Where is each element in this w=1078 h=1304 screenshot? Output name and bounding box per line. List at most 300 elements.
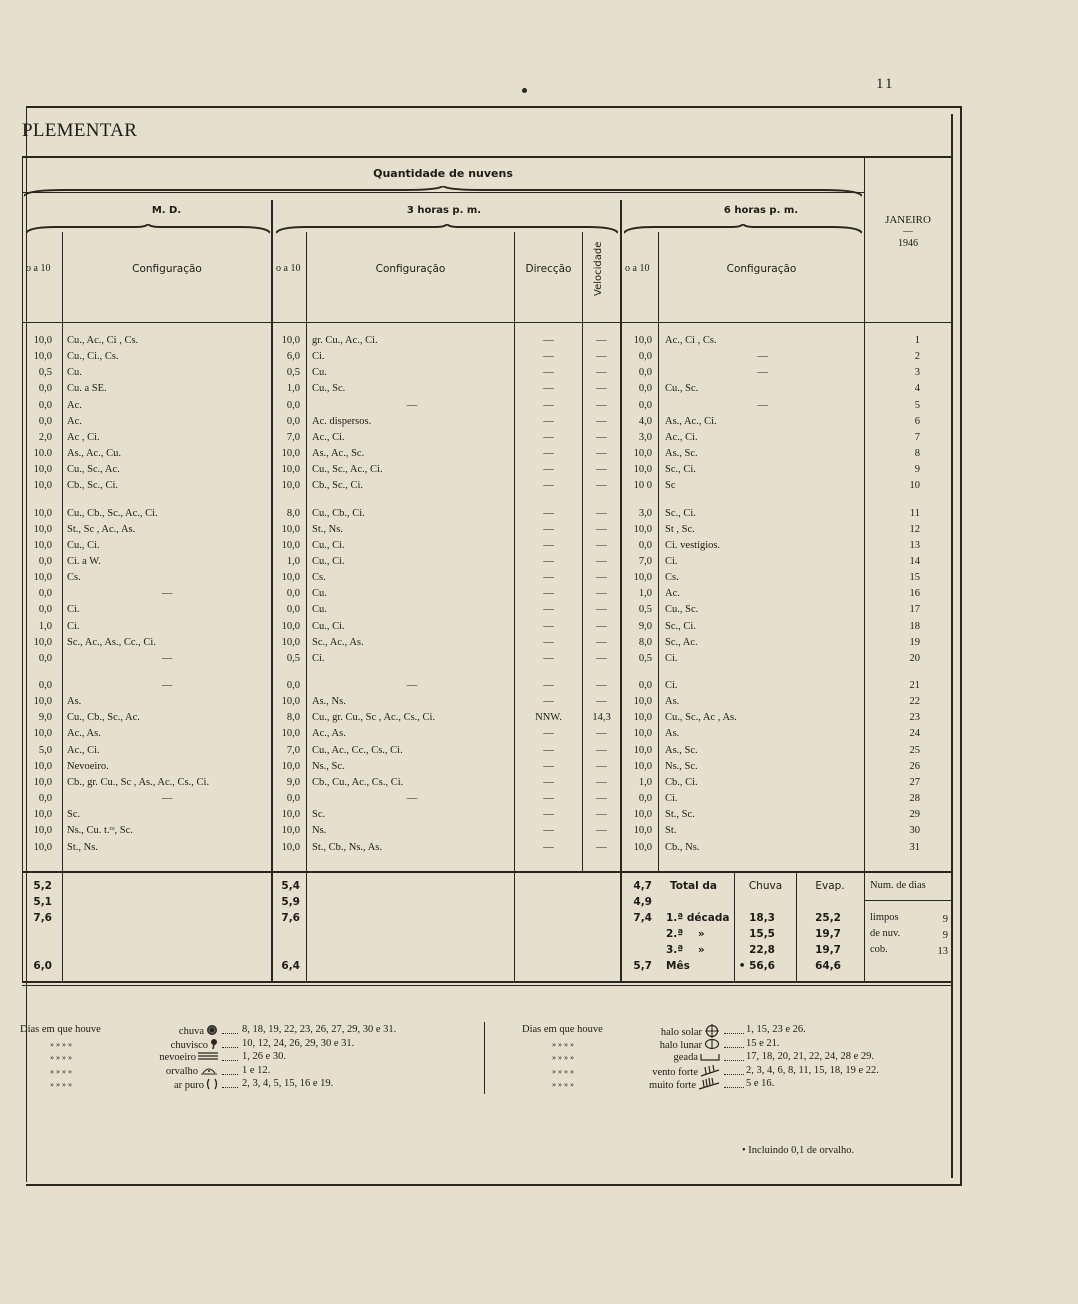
3pm-value-cell: 10,0 — [281, 448, 300, 460]
day-number-cell: 2 — [914, 351, 920, 363]
footer-leader-dots — [724, 1054, 744, 1061]
velocidade-cell: — — [596, 555, 607, 567]
6pm-config-cell: As., Sc. — [665, 448, 698, 460]
6pm-value-cell: 10,0 — [633, 809, 652, 821]
footer-days: 5 e 16. — [746, 1078, 775, 1090]
3pm-config-cell: — — [406, 680, 418, 691]
velocidade-cell: — — [596, 604, 607, 616]
6pm-value-cell: 10,0 — [633, 572, 652, 584]
mes-label: Mês — [666, 960, 690, 972]
footer-label — [612, 1078, 722, 1093]
decada-3-evap: 19,7 — [815, 944, 841, 956]
velocidade-cell: — — [596, 431, 607, 443]
direccao-cell: — — [543, 539, 554, 551]
table-row — [0, 653, 952, 668]
md-config-header: Configuração — [132, 263, 202, 275]
md-value-cell: 10,0 — [33, 480, 52, 492]
direccao-cell: — — [543, 793, 554, 805]
day-number-cell: 3 — [914, 367, 920, 379]
footer-leader-dots — [222, 1054, 238, 1061]
velocidade-cell: — — [596, 776, 607, 788]
num-dias-rule — [864, 900, 952, 901]
3pm-value-cell: 10,0 — [281, 809, 300, 821]
year-header: 1946 — [898, 238, 918, 249]
md-config-cell: St., Ns. — [67, 841, 98, 853]
velocidade-cell: — — [596, 680, 607, 691]
table-row — [0, 696, 952, 711]
footer-prefix: » » » » — [552, 1053, 574, 1063]
velocidade-cell: — — [596, 636, 607, 648]
6pm-config-cell: Cs. — [665, 572, 679, 584]
3pm-header: 3 horas p. m. — [406, 205, 482, 216]
md-brace — [26, 224, 270, 234]
decada-2-evap: 19,7 — [815, 928, 841, 940]
table-row — [0, 793, 952, 808]
3pm-value-cell: 10,0 — [281, 825, 300, 837]
md-config-cell: Ns., Cu. t.ᶜˢ, Sc. — [67, 825, 133, 837]
md-config-cell: Cu. a SE. — [67, 383, 107, 395]
3pm-value-cell: 1,0 — [286, 383, 300, 395]
6pm-config-cell: Sc., Ac. — [665, 636, 698, 648]
6pm-value-cell: 10 0 — [633, 480, 652, 492]
footnote: • Incluindo 0,1 de orvalho. — [742, 1145, 855, 1156]
day-number-cell: 10 — [909, 480, 920, 492]
3pm-value-cell: 10,0 — [281, 523, 300, 535]
table-row — [0, 416, 952, 431]
day-number-cell: 27 — [909, 776, 920, 788]
md-config-cell: — — [161, 588, 173, 600]
3pm-value-cell: 10,0 — [281, 760, 300, 772]
direccao-cell: — — [543, 588, 554, 600]
footer-phenomenon: halo solar — [660, 1026, 702, 1038]
velocidade-cell: — — [596, 793, 607, 805]
page-dot-mark — [522, 88, 527, 93]
day-number-cell: 13 — [909, 539, 920, 551]
3pm-config-cell: gr. Cu., Ac., Ci. — [312, 335, 378, 346]
3pm-config-cell: — — [406, 399, 418, 411]
footer-days: 1, 15, 23 e 26. — [746, 1024, 806, 1035]
table-row — [0, 508, 952, 523]
3pm-config-cell: Sc., Ac., As. — [312, 636, 364, 648]
month-dash: — — [903, 226, 913, 237]
velocidade-cell: — — [596, 399, 607, 411]
3pm-config-cell: — — [406, 793, 418, 805]
direccao-cell: — — [543, 448, 554, 460]
6pm-value-cell: 0,0 — [638, 399, 652, 411]
direccao-cell: — — [543, 507, 554, 519]
md-config-cell: Cb., Sc., Ci. — [67, 480, 119, 492]
md-config-cell: Cu., Ci. — [67, 539, 100, 551]
footer-days: 2, 3, 4, 5, 15, 16 e 19. — [242, 1078, 334, 1090]
3pm-value-cell: 10,0 — [281, 572, 300, 584]
6pm-brace — [624, 224, 862, 234]
6pm-config-cell: Ci. — [665, 652, 678, 664]
table-row — [0, 777, 952, 792]
3pm-config-cell: Ci. — [312, 351, 325, 363]
3pm-scale-header: o a 10 — [276, 263, 301, 274]
day-number-cell: 7 — [914, 431, 920, 443]
3pm-value-cell: 10,0 — [281, 636, 300, 648]
6pm-config-cell: As. — [665, 728, 680, 740]
md-value-cell: 0,0 — [38, 604, 52, 616]
6pm-value-cell: 1,0 — [638, 588, 652, 600]
md-config-cell: Ac., Ci. — [67, 744, 100, 756]
md-value-cell: 10,0 — [33, 728, 52, 740]
dias-nuv-value: 9 — [942, 930, 948, 941]
day-number-cell: 15 — [909, 572, 920, 584]
md-value-cell: 0,0 — [38, 793, 52, 805]
md-value-cell: 1,0 — [38, 620, 52, 632]
day-number-cell: 4 — [914, 383, 920, 395]
table-row — [0, 680, 952, 695]
3pm-value-cell: 10,0 — [281, 335, 300, 346]
footer-label — [110, 1065, 220, 1078]
direccao-cell: — — [543, 604, 554, 616]
md-config-cell: Ci. — [67, 604, 80, 616]
table-row — [0, 842, 952, 857]
6pm-value-cell: 10,0 — [633, 696, 652, 708]
6pm-config-cell: Sc — [665, 480, 676, 492]
3pm-value-cell: 10,0 — [281, 480, 300, 492]
6pm-header: 6 horas p. m. — [723, 205, 799, 216]
md-value-cell: 10,0 — [33, 696, 52, 708]
6pm-config-cell: Cu., Sc. — [665, 604, 699, 616]
day-number-cell: 8 — [914, 448, 920, 460]
footer-prefix: Dias em que houve — [522, 1024, 603, 1035]
section-title: PLEMENTAR — [22, 120, 138, 141]
md-config-cell: Ac. — [67, 415, 82, 427]
6pm-config-cell: Cb., Ns. — [665, 841, 700, 853]
evap-header: Evap. — [815, 880, 845, 892]
day-number-cell: 6 — [914, 415, 920, 427]
3pm-config-cell: As., Ac., Sc. — [312, 448, 365, 460]
6pm-config-cell: Ac. — [665, 588, 680, 600]
footer-phenomenon: nevoeiro — [159, 1052, 196, 1064]
md-config-cell: Nevoeiro. — [67, 760, 109, 772]
velocidade-cell: — — [596, 507, 607, 519]
md-total-1: 5,2 — [33, 880, 52, 892]
3pm-total-month: 6,4 — [281, 960, 300, 972]
6pm-value-cell: 0,0 — [638, 383, 652, 395]
3pm-config-cell: St., Ns. — [312, 523, 343, 535]
md-config-cell: Cu. — [67, 367, 82, 379]
6pm-value-cell: 0,5 — [638, 652, 652, 664]
footer-leader-dots — [724, 1081, 744, 1088]
md-config-cell: Ci. a W. — [67, 555, 101, 567]
md-config-cell: — — [161, 652, 173, 664]
day-number-cell: 28 — [909, 793, 920, 805]
6pm-config-cell: As., Sc. — [665, 744, 698, 756]
direccao-cell: NNW. — [535, 712, 562, 724]
6pm-value-cell: 10,0 — [633, 841, 652, 853]
direccao-cell: — — [543, 825, 554, 837]
6pm-value-cell: 10,0 — [633, 335, 652, 346]
md-config-cell: Ac , Ci. — [67, 431, 100, 443]
6pm-config-cell: Ci. — [665, 555, 678, 567]
6pm-config-cell: As., Ac., Ci. — [665, 415, 717, 427]
3pm-value-cell: 0,0 — [286, 588, 300, 600]
footer-days: 2, 3, 4, 6, 8, 11, 15, 18, 19 e 22. — [746, 1064, 879, 1076]
table-row — [0, 540, 952, 555]
md-config-cell: Ci. — [67, 620, 80, 632]
footer-prefix: » » » » — [50, 1066, 72, 1076]
6pm-config-cell: — — [757, 399, 768, 411]
md-value-cell: 2,0 — [38, 431, 52, 443]
3pm-config-cell: Cu., Ac., Cc., Cs., Ci. — [312, 744, 403, 756]
6pm-value-cell: 0,0 — [638, 793, 652, 805]
footer-phenomenon: muito forte — [649, 1080, 696, 1092]
direccao-cell: — — [543, 523, 554, 535]
6pm-config-cell: St , Sc. — [665, 523, 695, 535]
6pm-config-cell: Ns., Sc. — [665, 760, 698, 772]
3pm-value-cell: 1,0 — [286, 555, 300, 567]
footer-days: 10, 12, 24, 26, 29, 30 e 31. — [242, 1037, 355, 1049]
table-row — [0, 400, 952, 415]
dew-icon — [200, 1065, 218, 1078]
table-row — [0, 448, 952, 463]
md-value-cell: 0,0 — [38, 399, 52, 411]
md-value-cell: 9,0 — [38, 712, 52, 724]
footer-prefix: Dias em que houve — [20, 1024, 101, 1035]
footer-prefix: » » » » — [50, 1039, 72, 1049]
velocidade-cell: — — [596, 825, 607, 837]
md-total-2: 5,1 — [33, 896, 52, 908]
footer-leader-dots — [724, 1068, 744, 1075]
3pm-config-cell: Cu., gr. Cu., Sc , Ac., Cs., Ci. — [312, 712, 436, 724]
6pm-total-3: 7,4 — [633, 912, 652, 924]
6pm-value-cell: 0,0 — [638, 351, 652, 363]
velocidade-cell: — — [596, 696, 607, 708]
day-number-cell: 5 — [914, 399, 920, 411]
frost-icon — [700, 1051, 720, 1064]
footer-label — [110, 1078, 220, 1093]
3pm-value-cell: 8,0 — [286, 507, 300, 519]
md-value-cell: 10,0 — [33, 825, 52, 837]
footer-prefix: » » » » — [50, 1053, 72, 1063]
table-row — [0, 728, 952, 743]
md-value-cell: 10,0 — [33, 523, 52, 535]
3pm-config-cell: Cb., Sc., Ci. — [312, 480, 364, 492]
velocidade-cell: — — [596, 652, 607, 664]
3pm-brace — [276, 224, 618, 234]
velocidade-cell: — — [596, 744, 607, 756]
md-scale-header: o a 10 — [26, 263, 51, 274]
6pm-value-cell: 10,0 — [633, 523, 652, 535]
6pm-config-cell: St., Sc. — [665, 809, 695, 821]
md-config-cell: Cu., Cb., Sc., Ac., Ci. — [67, 507, 158, 519]
decada-3-chuva: 22,8 — [749, 944, 775, 956]
3pm-value-cell: 0,0 — [286, 793, 300, 805]
3pm-value-cell: 10,0 — [281, 464, 300, 476]
6pm-config-cell: St. — [665, 825, 677, 837]
6pm-value-cell: 10,0 — [633, 728, 652, 740]
3pm-config-cell: St., Cb., Ns., As. — [312, 841, 383, 853]
3pm-value-cell: 9,0 — [286, 776, 300, 788]
md-value-cell: 10,0 — [33, 636, 52, 648]
velocidade-cell: 14,3 — [592, 712, 611, 724]
table-row — [0, 637, 952, 652]
md-config-cell: Sc. — [67, 809, 81, 821]
day-number-cell: 23 — [909, 712, 920, 724]
6pm-value-cell: 8,0 — [638, 636, 652, 648]
md-config-cell: St., Sc , Ac., As. — [67, 523, 136, 535]
day-number-cell: 11 — [909, 507, 920, 519]
md-value-cell: 10,0 — [33, 507, 52, 519]
velocidade-cell: — — [596, 415, 607, 427]
velocidade-cell: — — [596, 841, 607, 853]
group-title: Quantidade de nuvens — [373, 167, 513, 180]
decada-2-label: 2.ª » — [666, 928, 705, 940]
md-value-cell: 10,0 — [33, 760, 52, 772]
fog-icon — [198, 1051, 218, 1064]
table-row — [0, 351, 952, 366]
direccao-cell: — — [543, 809, 554, 821]
header-bottom-rule — [22, 322, 952, 323]
md-value-cell: 0,0 — [38, 415, 52, 427]
md-config-cell: — — [161, 793, 173, 805]
3pm-config-cell: Ac., Ci. — [312, 431, 345, 443]
3pm-value-cell: 0,0 — [286, 415, 300, 427]
table-row — [0, 588, 952, 603]
3pm-total-3: 7,6 — [281, 912, 300, 924]
md-value-cell: 0,0 — [38, 555, 52, 567]
md-config-cell: Cu., Ac., Ci , Cs. — [67, 335, 139, 346]
3pm-config-cell: Cu., Ci. — [312, 555, 345, 567]
day-number-cell: 31 — [909, 841, 920, 853]
table-row — [0, 745, 952, 760]
footer-prefix: » » » » — [552, 1080, 574, 1090]
day-number-cell: 17 — [909, 604, 920, 616]
md-value-cell: 0,0 — [38, 652, 52, 664]
md-header: M. D. — [151, 205, 182, 216]
direccao-cell: — — [543, 572, 554, 584]
3pm-total-1: 5,4 — [281, 880, 300, 892]
velocidade-cell: — — [596, 539, 607, 551]
3pm-value-cell: 10,0 — [281, 620, 300, 632]
3pm-value-cell: 7,0 — [286, 431, 300, 443]
footer-divider — [484, 1022, 485, 1094]
6pm-config-cell: Cb., Ci. — [665, 776, 698, 788]
md-config-cell: Ac. — [67, 399, 82, 411]
md-value-cell: 10,0 — [33, 351, 52, 363]
footer-phenomenon: orvalho — [165, 1065, 198, 1077]
dias-cob-label: cob. — [870, 944, 888, 955]
md-value-cell: 10,0 — [33, 572, 52, 584]
table-row — [0, 621, 952, 636]
velocidade-cell: — — [596, 464, 607, 476]
direccao-cell: — — [543, 431, 554, 443]
day-number-cell: 14 — [909, 555, 920, 567]
footer-label — [612, 1051, 722, 1064]
footer-leader-dots — [222, 1068, 238, 1075]
6pm-config-cell: Ac., Ci. — [665, 431, 698, 443]
6pm-value-cell: 10,0 — [633, 825, 652, 837]
6pm-config-cell: — — [757, 367, 768, 379]
decada-3-label: 3.ª » — [666, 944, 705, 956]
6pm-value-cell: 4,0 — [638, 415, 652, 427]
6pm-value-cell: 10,0 — [633, 744, 652, 756]
6pm-value-cell: 0,5 — [638, 604, 652, 616]
very-strong-wind-icon — [698, 1078, 720, 1093]
table-row — [0, 524, 952, 539]
3pm-value-cell: 0,5 — [286, 367, 300, 379]
3pm-config-cell: Cb., Cu., Ac., Cs., Ci. — [312, 776, 404, 788]
direccao-cell: — — [543, 415, 554, 427]
decada-2-chuva: 15,5 — [749, 928, 775, 940]
day-number-cell: 16 — [909, 588, 920, 600]
direccao-cell: — — [543, 680, 554, 691]
md-value-cell: 10,0 — [33, 464, 52, 476]
footer-label — [110, 1051, 220, 1064]
direccao-cell: — — [543, 744, 554, 756]
md-config-cell: Cb., gr. Cu., Sc , As., Ac., Cs., Ci. — [67, 776, 210, 788]
md-value-cell: 0,0 — [38, 383, 52, 395]
md-config-cell: Sc., Ac., As., Cc., Ci. — [67, 636, 156, 648]
3pm-config-cell: Cu., Sc., Ac., Ci. — [312, 464, 383, 476]
6pm-value-cell: 0,0 — [638, 680, 652, 691]
6pm-config-cell: Ci. — [665, 680, 678, 691]
footer-days: 1 e 12. — [242, 1064, 271, 1076]
3pm-config-cell: Cu., Ci. — [312, 620, 345, 632]
day-number-cell: 30 — [909, 825, 920, 837]
velocidade-cell: — — [596, 335, 607, 346]
direccao-cell: — — [543, 351, 554, 363]
md-config-cell: Cu., Cb., Sc., Ac. — [67, 712, 140, 724]
md-value-cell: 10.0 — [33, 448, 52, 460]
table-row — [0, 367, 952, 382]
footer-days: 1, 26 e 30. — [242, 1051, 287, 1063]
table-row — [0, 761, 952, 776]
3pm-config-cell: Cs. — [312, 572, 326, 584]
6pm-config-cell: As. — [665, 696, 680, 708]
direccao-cell: — — [543, 696, 554, 708]
6pm-value-cell: 0,0 — [638, 367, 652, 379]
footer-leader-dots — [222, 1081, 238, 1088]
direccao-cell: — — [543, 636, 554, 648]
6pm-config-cell: Sc., Ci. — [665, 620, 696, 632]
day-number-cell: 29 — [909, 809, 920, 821]
md-config-cell: Cs. — [67, 572, 81, 584]
6pm-config-cell: Sc., Ci. — [665, 464, 696, 476]
direccao-cell: — — [543, 652, 554, 664]
md-value-cell: 5,0 — [38, 744, 52, 756]
velocidade-cell: — — [596, 480, 607, 492]
day-number-cell: 1 — [914, 335, 920, 346]
6pm-config-header: Configuração — [726, 263, 797, 275]
md-config-cell: Cu., Sc., Ac. — [67, 464, 120, 476]
direccao-cell: — — [543, 728, 554, 740]
direccao-cell: — — [543, 620, 554, 632]
direccao-cell: — — [543, 464, 554, 476]
3pm-config-cell: Ac. dispersos. — [312, 415, 372, 427]
direccao-header: Direcção — [525, 263, 572, 275]
month-header: JANEIRO — [885, 214, 931, 226]
md-value-cell: 10,0 — [33, 841, 52, 853]
md-value-cell: 10,0 — [33, 539, 52, 551]
footer-phenomenon: chuva — [178, 1025, 204, 1037]
3pm-config-cell: Cu. — [312, 367, 327, 379]
md-value-cell: 10,0 — [33, 335, 52, 346]
velocidade-cell: — — [596, 523, 607, 535]
3pm-value-cell: 0,0 — [286, 680, 300, 691]
md-total-3: 7,6 — [33, 912, 52, 924]
3pm-value-cell: 0,5 — [286, 652, 300, 664]
table-row — [0, 712, 952, 727]
3pm-config-cell: Ci. — [312, 652, 325, 664]
3pm-config-header: Configuração — [375, 263, 446, 275]
3pm-config-cell: Cu., Cb., Ci. — [312, 507, 365, 519]
footer-phenomenon: chuvisco — [170, 1039, 208, 1051]
